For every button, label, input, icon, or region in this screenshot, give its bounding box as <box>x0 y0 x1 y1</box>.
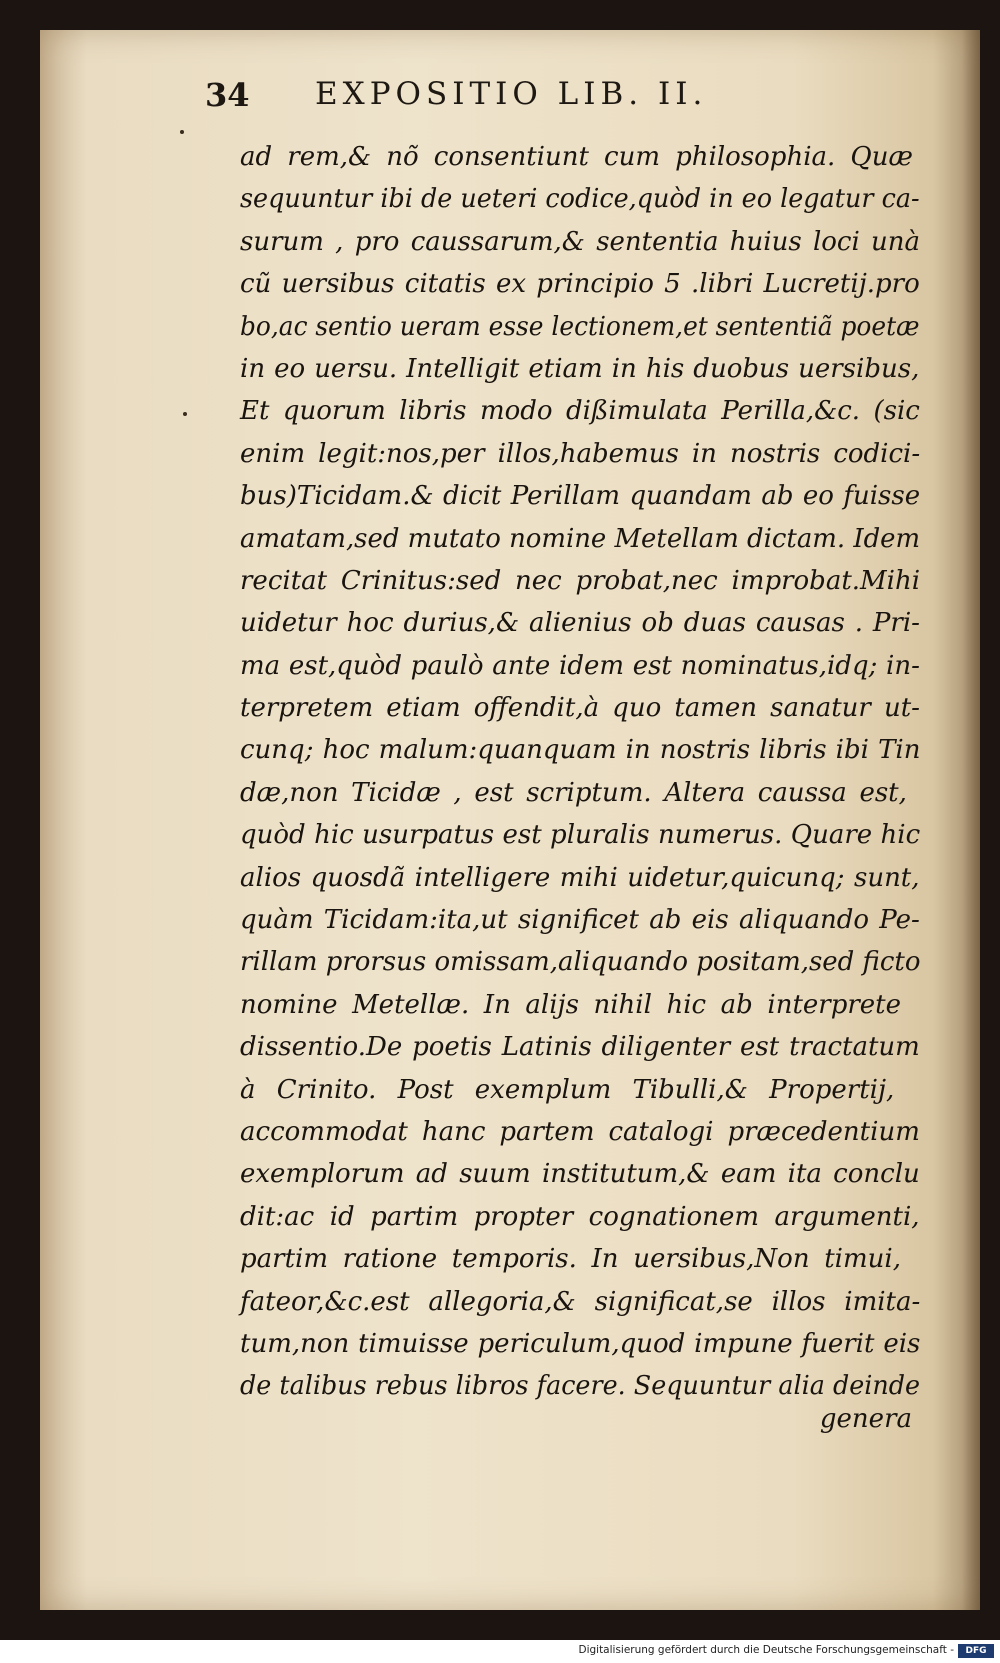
catchword: genera <box>819 1404 912 1434</box>
ink-speck <box>180 130 184 134</box>
dfg-logo: DFG <box>958 1644 994 1658</box>
text-line: uidetur hoc durius,& alienius ob duas causas . Pri- <box>240 608 920 639</box>
text-line: alios quosdã intelligere mihi uidetur,quicunq; sunt, <box>240 862 920 893</box>
text-line: bus)Ticidam.& dicit Perillam quandam ab eo fuisse <box>240 481 921 512</box>
text-line: rillam prorsus omissam,aliquando positam,sed ficto <box>240 947 921 978</box>
text-line: de talibus rebus libros facere. Sequuntur alia deinde <box>240 1371 921 1402</box>
text-line: enim legit:nos,per illos,habemus in nostris codici- <box>240 438 921 469</box>
body-text <box>240 136 920 1408</box>
running-title: EXPOSITIO LIB. II. <box>315 76 708 112</box>
text-line: quòd hic usurpatus est pluralis numerus. Quare hic <box>240 820 921 851</box>
funding-credit: Digitalisierung gefördert durch die Deutsche Forschungsgemeinschaft - <box>578 1644 954 1656</box>
ink-speck <box>183 412 187 416</box>
text-line: à Crinito. Post exemplum Tibulli,& Propertij, <box>240 1074 895 1105</box>
page-header <box>205 70 925 116</box>
text-line: cũ uersibus citatis ex principio 5 .libri Lucretij.pro <box>240 269 920 300</box>
text-line: exemplorum ad suum institutum,& eam ita conclu <box>240 1159 920 1190</box>
text-line: Et quorum libris modo dißimulata Perilla,&c. (sic <box>240 396 920 427</box>
text-line: surum , pro caussarum,& sententia huius loci unà <box>240 226 921 257</box>
text-line: accommodat hanc partem catalogi præcedentium <box>240 1116 920 1147</box>
text-line: cunq; hoc malum:quanquam in nostris libris ibi Tin <box>240 735 921 766</box>
page-number: 34 <box>205 76 250 114</box>
footer-bar <box>0 1641 1000 1663</box>
page-edge-shadow <box>962 30 980 1610</box>
text-line: quàm Ticidam:ita,ut significet ab eis aliquando Pe- <box>240 905 920 936</box>
text-line: ad rem,& nõ consentiunt cum philosophia. Quæ <box>240 142 913 172</box>
text-line: recitat Crinitus:sed nec probat,nec improbat.Mihi <box>240 565 921 596</box>
text-line: dit:ac id partim propter cognationem argumenti, <box>240 1201 920 1232</box>
text-line: in eo uersu. Intelligit etiam in his duobus uersibus, <box>240 353 920 384</box>
text-line: ma est,quòd paulò ante idem est nominatus,idq; in- <box>240 650 920 681</box>
text-line: bo,ac sentio ueram esse lectionem,et sententiã poetæ <box>240 311 920 342</box>
text-line: dissentio.De poetis Latinis diligenter est tractatum <box>240 1032 920 1063</box>
text-line: terpretem etiam offendit,à quo tamen sanatur ut- <box>240 693 920 724</box>
text-line: amatam,sed mutato nomine Metellam dictam. Idem <box>240 523 921 554</box>
text-line: sequuntur ibi de ueteri codice,quòd in eo legatur ca- <box>240 184 920 215</box>
text-line: partim ratione temporis. In uersibus,Non timui, <box>240 1244 901 1275</box>
text-line: tum,non timuisse periculum,quod impune fuerit eis <box>240 1328 921 1359</box>
text-line: fateor,&c.est allegoria,& significat,se illos imita- <box>240 1286 921 1317</box>
text-line: nomine Metellæ. In alijs nihil hic ab interprete <box>240 989 902 1020</box>
text-line: dæ,non Ticidæ , est scriptum. Altera caussa est, <box>240 777 907 808</box>
